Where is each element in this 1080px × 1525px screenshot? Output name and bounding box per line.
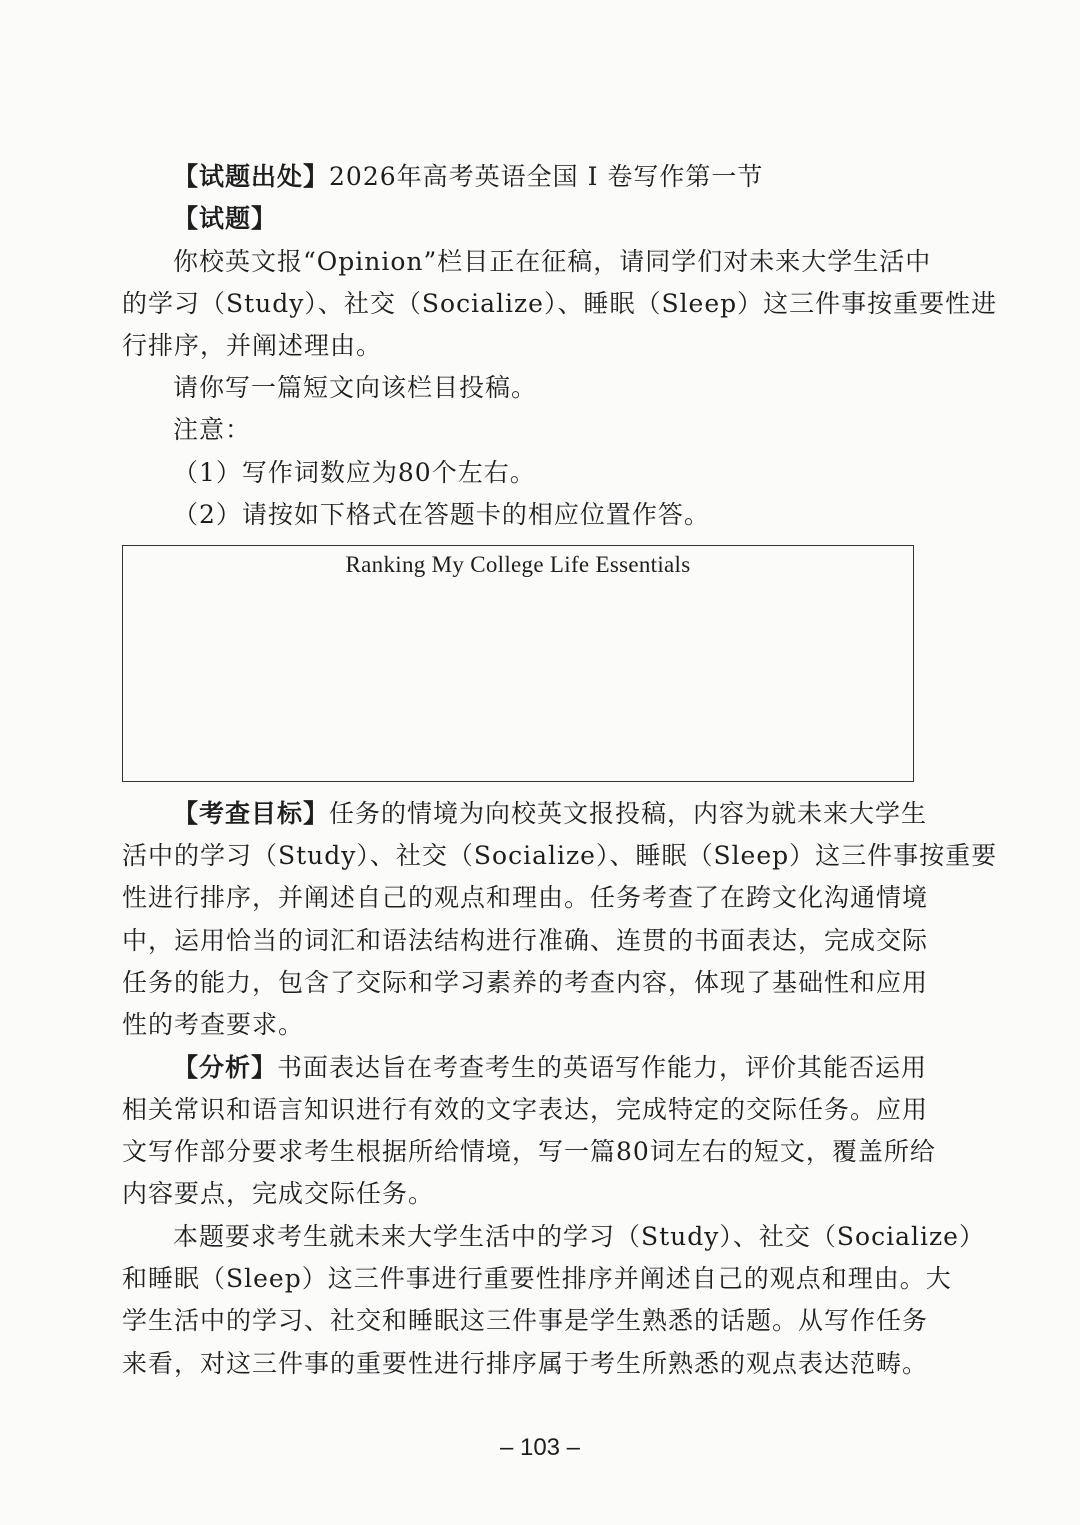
- objective-line: 任务的能力，包含了交际和学习素养的考查内容，体现了基础性和应用: [122, 968, 929, 997]
- objective-text: 任务的情境为向校英文报投稿，内容为就未来大学生: [329, 799, 928, 828]
- source-line: [173, 156, 763, 198]
- page-number: – 103 –: [499, 1434, 581, 1461]
- source-text: 2026年高考英语全国 I 卷写作第一节: [329, 162, 764, 191]
- analysis-paragraph-line: 本题要求考生就未来大学生活中的学习（Study）、社交（Socialize）: [173, 1222, 985, 1251]
- question-label: 【试题】: [173, 204, 278, 233]
- objective-line: 中，运用恰当的词汇和语法结构进行准确、连贯的书面表达，完成交际: [122, 926, 929, 955]
- analysis-line: 内容要点，完成交际任务。: [122, 1179, 435, 1208]
- analysis-line: 相关常识和语言知识进行有效的文字表达，完成特定的交际任务。应用: [122, 1095, 929, 1124]
- question-instruction: 请你写一篇短文向该栏目投稿。: [173, 373, 538, 402]
- analysis-line: 文写作部分要求考生根据所给情境，写一篇80词左右的短文，覆盖所给: [122, 1137, 936, 1166]
- objective-line: 活中的学习（Study）、社交（Socialize）、睡眠（Sleep）这三件事按重要: [122, 841, 998, 870]
- objective-line: 性进行排序，并阐述自己的观点和理由。任务考查了在跨文化沟通情境: [122, 883, 929, 912]
- answer-box-title: Ranking My College Life Essentials: [345, 552, 691, 577]
- analysis-paragraph-line: 和睡眠（Sleep）这三件事进行重要性排序并阐述自己的观点和理由。大: [122, 1264, 952, 1293]
- analysis-paragraph-line: 学生活中的学习、社交和睡眠这三件事是学生熟悉的话题。从写作任务: [122, 1306, 929, 1335]
- note-item: （1）写作词数应为80个左右。: [173, 458, 536, 487]
- note-label: 注意：: [173, 415, 252, 444]
- note-item: （2）请按如下格式在答题卡的相应位置作答。: [173, 500, 710, 529]
- source-label: 【试题出处】: [173, 162, 330, 191]
- objective-line: [173, 793, 927, 835]
- analysis-label: 【分析】: [173, 1053, 278, 1082]
- question-paragraph-line: 行排序，并阐述理由。: [122, 331, 383, 360]
- question-paragraph-line: 你校英文报“Opinion”栏目正在征稿，请同学们对未来大学生活中: [173, 247, 932, 276]
- answer-format-box: [122, 545, 914, 782]
- objective-label: 【考查目标】: [173, 799, 330, 828]
- analysis-text: 书面表达旨在考查考生的英语写作能力，评价其能否运用: [277, 1053, 928, 1082]
- analysis-line: [173, 1047, 927, 1089]
- objective-line: 性的考查要求。: [122, 1010, 305, 1039]
- question-paragraph-line: 的学习（Study）、社交（Socialize）、睡眠（Sleep）这三件事按重要性进: [122, 289, 998, 318]
- analysis-paragraph-line: 来看，对这三件事的重要性进行排序属于考生所熟悉的观点表达范畴。: [122, 1349, 929, 1378]
